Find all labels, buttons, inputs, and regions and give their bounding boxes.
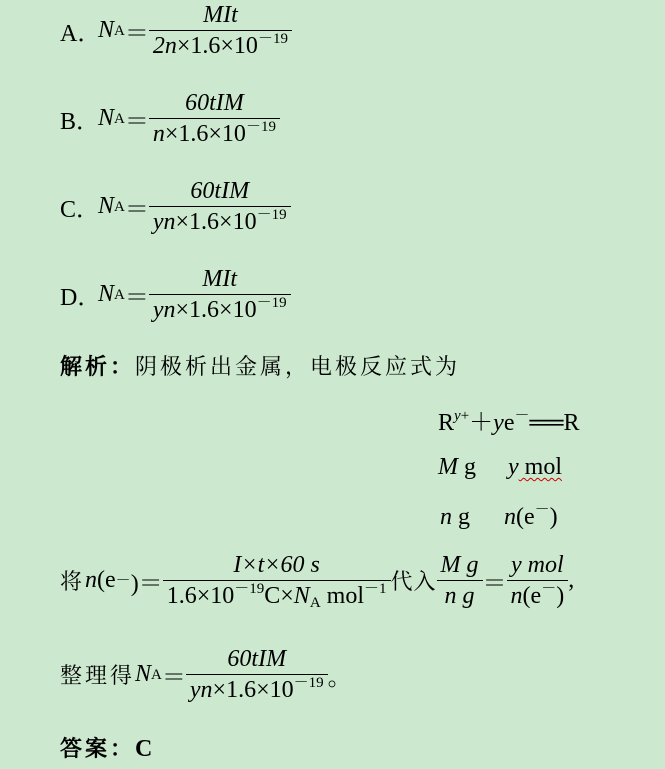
option-c-equals: ＝ xyxy=(124,197,149,224)
stoich-e-minus: － xyxy=(534,502,550,518)
sub-den-b: C× xyxy=(264,583,294,610)
option-c-numerator: 60tIM xyxy=(190,178,250,204)
stoich-n: n xyxy=(440,504,452,530)
sub-ratio-2-den-close: ) xyxy=(556,583,565,610)
sub-ratio-2-num: y mol xyxy=(511,552,564,578)
sub-prefix: 将 xyxy=(60,570,86,596)
option-c-label: C． xyxy=(60,197,101,224)
option-d-den-exp: －19 xyxy=(256,295,287,312)
option-d: D． N A ＝ $\frac{\text{MIt}}{yn\times 1.6\times 10^{-19}}$ xyxy=(60,266,291,324)
sub-den-Nsub: A xyxy=(309,595,321,612)
sub-main-numerator: I×t×60 s xyxy=(233,552,320,578)
option-c-lhs: N xyxy=(98,193,115,220)
stoich-row-1 xyxy=(438,454,562,481)
stoich-e-open: (e xyxy=(516,504,535,530)
option-d-lhs: N xyxy=(98,281,115,308)
option-b-label: B． xyxy=(60,109,101,136)
option-a-fraction xyxy=(149,2,292,60)
reaction-arrow: ══ xyxy=(529,410,564,436)
final-den-coef: yn xyxy=(189,677,213,704)
reaction-electron-minus: － xyxy=(514,408,530,424)
sub-ratio-1 xyxy=(437,552,483,610)
reaction-plus: ＋ xyxy=(469,410,494,436)
option-b: B． N A ＝ $\frac{\text{60tIM}}{n\times 1.6\times 10^{-19}}$ xyxy=(60,90,280,148)
option-a: A． N A ＝ $\frac{\text{MIt}}{2n\times 1.6\times 10^{-19}}$ xyxy=(60,2,292,60)
stoich-M: M xyxy=(438,454,458,480)
final-den-rest: ×1.6×10 xyxy=(212,677,294,704)
sub-ratio-2-den-n: n xyxy=(510,583,523,610)
option-b-lhs: N xyxy=(98,105,115,132)
final-equals: ＝ xyxy=(161,665,186,692)
option-b-equals: ＝ xyxy=(124,109,149,136)
reaction-equation xyxy=(438,402,580,437)
option-a-den-rest: ×1.6×10 xyxy=(176,33,258,60)
reaction-electron: e xyxy=(503,410,515,436)
option-a-numerator: MIt xyxy=(203,2,238,28)
option-d-equals: ＝ xyxy=(124,285,149,312)
reaction-reactant: R xyxy=(438,410,455,436)
sub-den-mol: mol xyxy=(320,583,364,610)
substitution-line: 将 n (e － )＝ $\frac{I\times t\times 60 s}{1.6\times 10^{-19}C\times N_A mol^{-1}}$ 代入 $\frac{\text{M g}}{\text{n g}}$ ＝ $\frac{\text{y mol}}{n(e^-)}$ , xyxy=(60,552,575,612)
final-den-exp: －19 xyxy=(293,675,324,692)
sub-den-a: 1.6×10 xyxy=(166,583,235,610)
option-c-den-exp: －19 xyxy=(256,207,287,224)
option-d-den-coef: yn xyxy=(152,297,176,324)
answer-value: C xyxy=(135,736,153,762)
reaction-charge-y: y xyxy=(454,408,461,424)
option-a-den-coef: 2n xyxy=(152,33,177,60)
stoich-ne: n xyxy=(504,504,516,530)
option-b-fraction xyxy=(149,90,280,148)
sub-den-N: N xyxy=(293,583,310,610)
final-N: N xyxy=(135,661,152,688)
analysis-line xyxy=(60,350,460,381)
option-d-fraction xyxy=(149,266,291,324)
stoich-y: y xyxy=(508,454,519,480)
sub-den-mol-exp: －1 xyxy=(364,581,387,598)
sub-ratio-1-den: n g xyxy=(444,583,475,610)
option-b-den-coef: n xyxy=(152,121,165,148)
analysis-text: 阴极析出金属，电极反应式为 xyxy=(135,355,461,380)
option-a-equals: ＝ xyxy=(124,21,149,48)
sub-mid-text: 代入 xyxy=(390,570,437,596)
option-b-den-rest: ×1.6×10 xyxy=(164,121,246,148)
sub-den-exp: －19 xyxy=(234,581,265,598)
sub-e-close: )＝ xyxy=(130,571,163,598)
option-a-den-exp: －19 xyxy=(257,31,288,48)
option-d-label: D． xyxy=(60,285,102,312)
sub-ratio-equals: ＝ xyxy=(482,571,507,598)
option-a-label: A． xyxy=(60,21,102,48)
option-c-den-rest: ×1.6×10 xyxy=(175,209,257,236)
sub-ne: n xyxy=(85,567,98,594)
option-a-lhs: N xyxy=(98,17,115,44)
reaction-charge-plus: + xyxy=(460,408,470,424)
stoich-M-unit: g xyxy=(458,454,476,480)
final-prefix: 整理得 xyxy=(60,664,136,690)
final-end: 。 xyxy=(327,665,352,692)
option-c: C． N A ＝ $\frac{\text{60tIM}}{yn\times 1.6\times 10^{-19}}$ xyxy=(60,178,291,236)
option-d-den-rest: ×1.6×10 xyxy=(175,297,257,324)
sub-comma: , xyxy=(568,567,575,594)
option-d-numerator: MIt xyxy=(202,266,238,292)
sub-ratio-2-den-rest: (e xyxy=(522,583,542,610)
sub-ratio-2-den-minus: － xyxy=(541,581,557,598)
final-numerator: 60tIM xyxy=(227,646,287,672)
final-line: 整理得 N A ＝ $\frac{\text{60tIM}}{yn\times 1.6\times 10^{-19}}$ 。 xyxy=(60,646,352,704)
sub-ratio-2 xyxy=(507,552,569,610)
sub-e-open: (e xyxy=(97,567,116,594)
option-b-den-exp: －19 xyxy=(245,119,276,136)
answer-line xyxy=(60,732,152,763)
stoich-row-2 xyxy=(440,504,558,531)
stoich-n-unit: g xyxy=(452,504,470,530)
option-b-numerator: 60tIM xyxy=(185,90,244,116)
reaction-coef: y xyxy=(493,410,504,436)
option-c-fraction xyxy=(149,178,291,236)
analysis-heading: 解析： xyxy=(60,355,136,380)
answer-label: 答案： xyxy=(60,737,136,762)
option-c-den-coef: yn xyxy=(152,209,176,236)
stoich-e-close: ) xyxy=(549,504,558,530)
sub-ratio-1-num: M g xyxy=(440,552,479,578)
sub-main-fraction xyxy=(163,552,391,610)
reaction-product: R xyxy=(563,410,580,436)
stoich-y-unit: mol xyxy=(518,454,562,480)
final-fraction xyxy=(186,646,328,704)
